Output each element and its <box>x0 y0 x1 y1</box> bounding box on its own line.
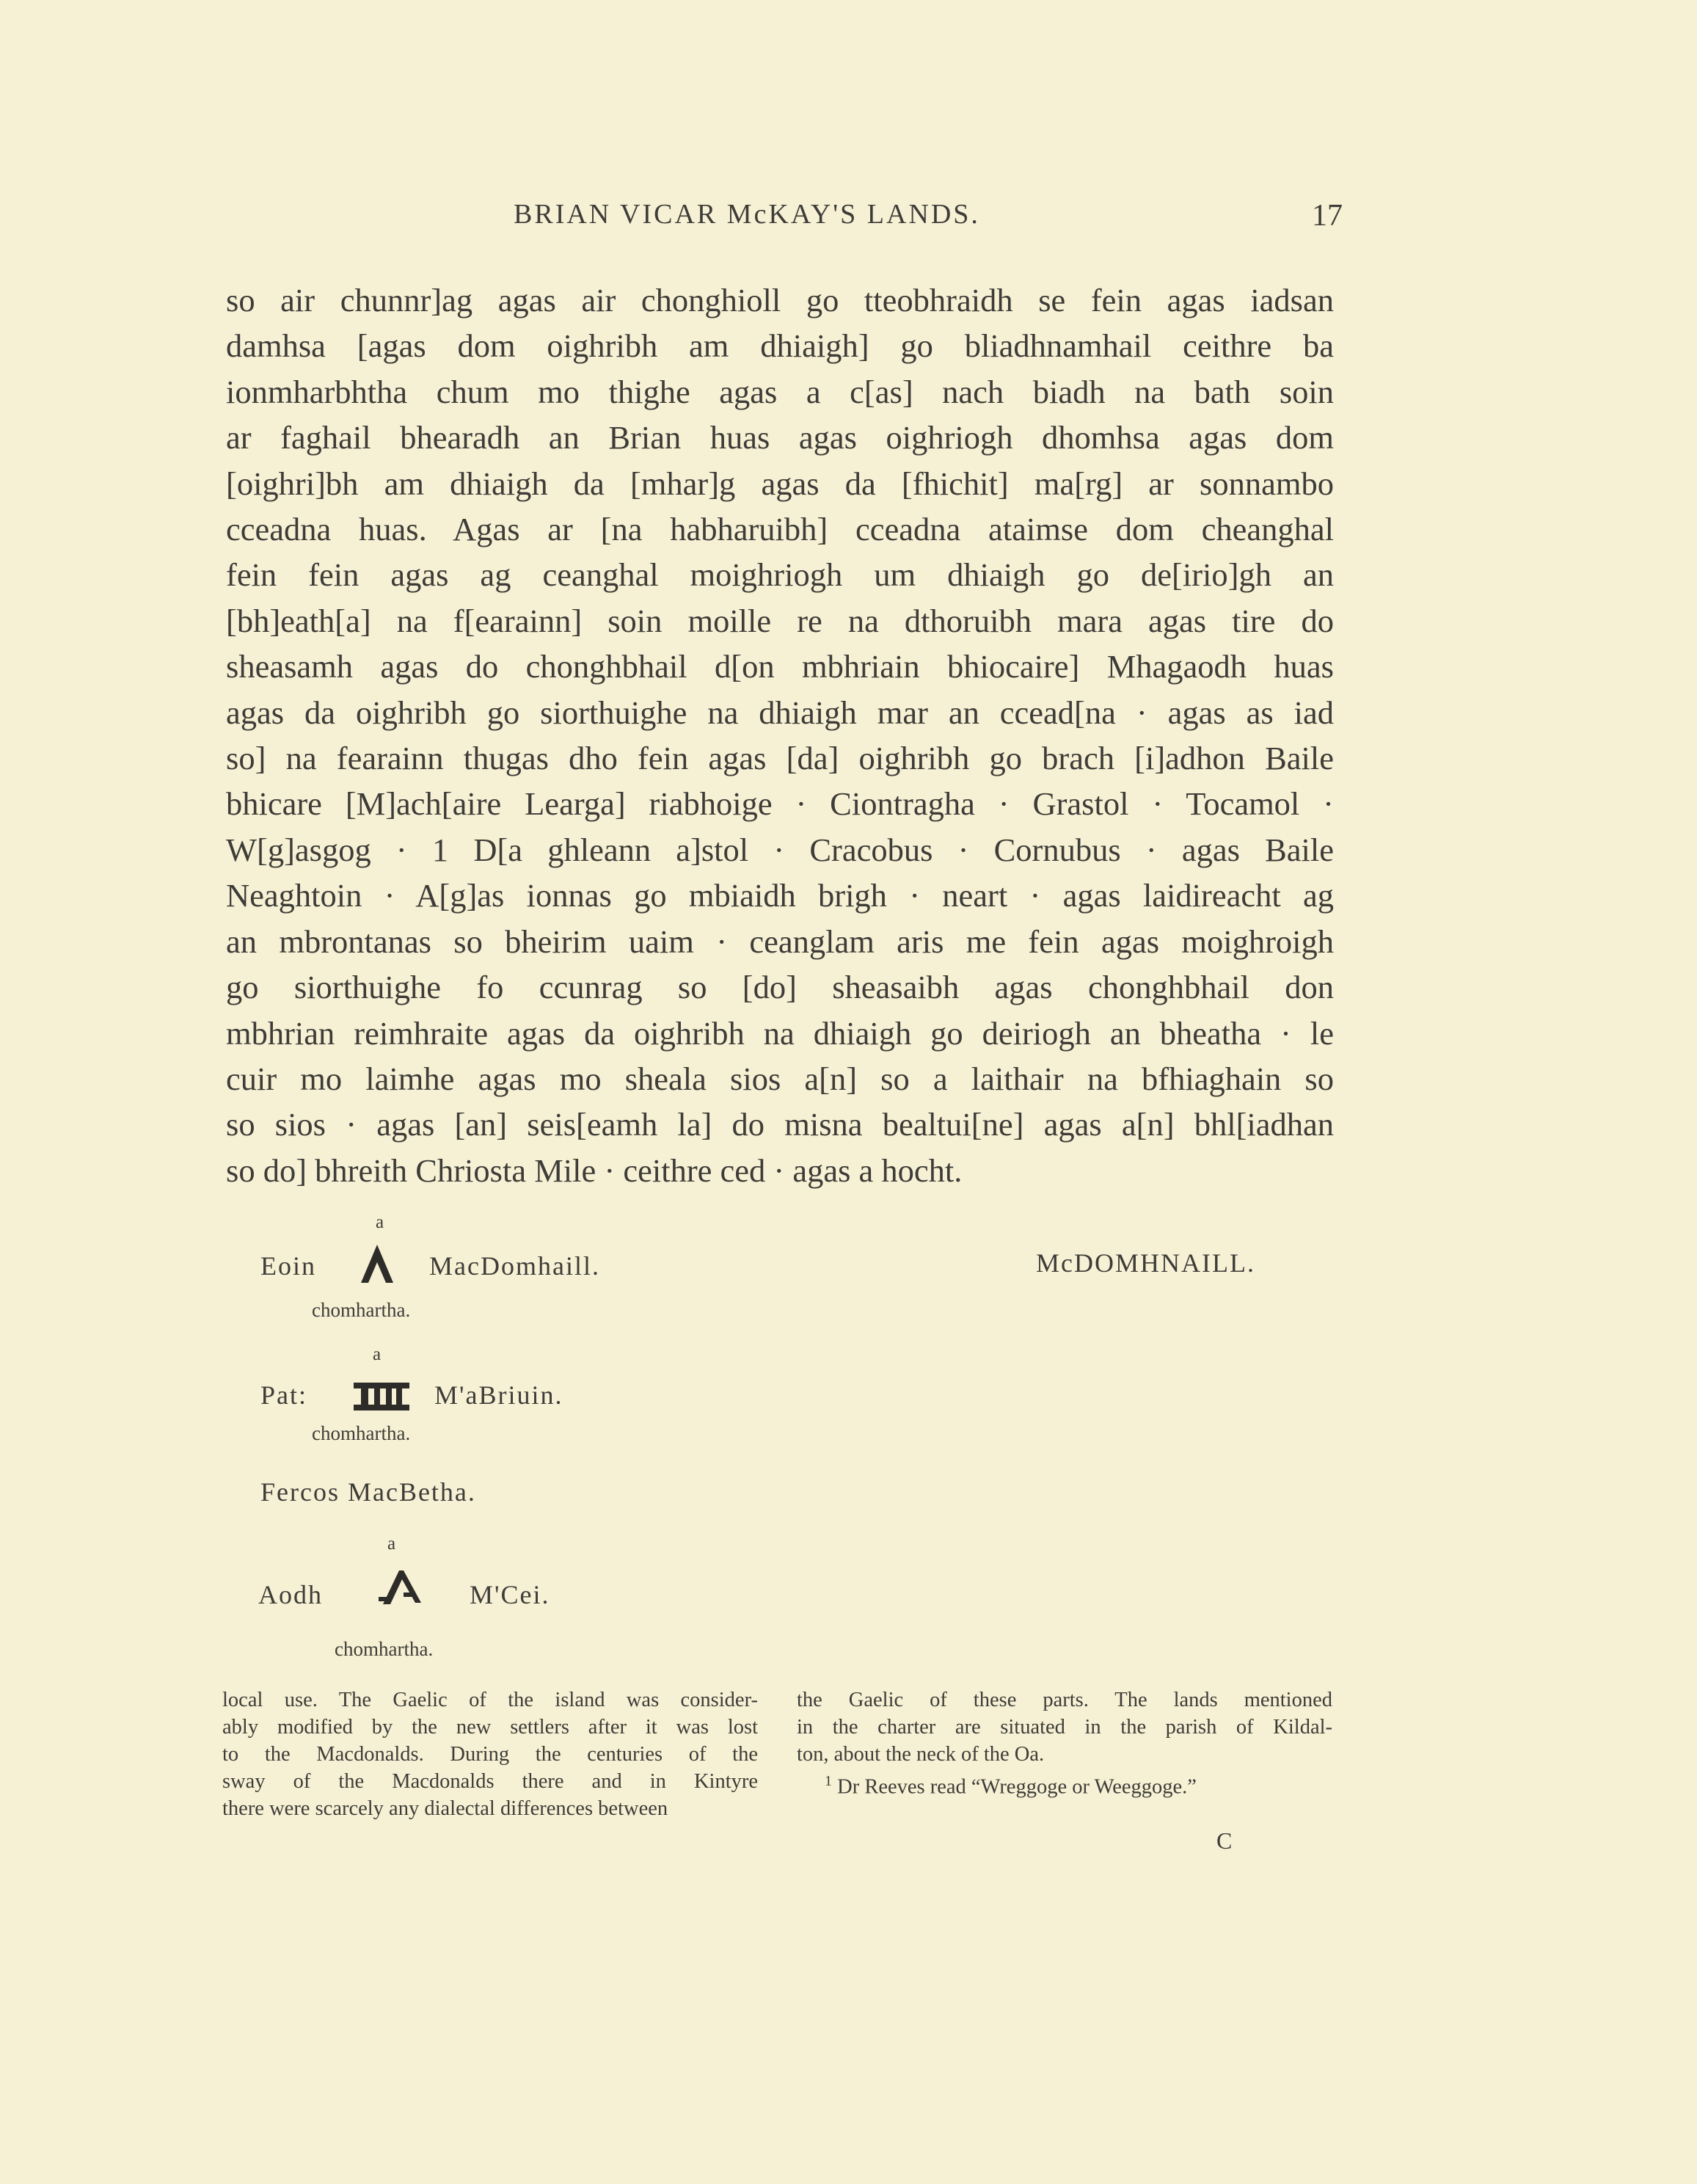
text-line: so air chunnr]ag agas air chonghioll go tteobhraidh se fein agas iadsan <box>226 282 1334 318</box>
text-line: so do] bhreith Chriosta Mile · ceithre ced · agas a hocht. <box>226 1151 963 1189</box>
eoin-mark-icon <box>355 1240 399 1286</box>
aodh-surname: M'Cei. <box>470 1580 550 1609</box>
text-line: ar faghail bhearadh an Brian huas agas oighriogh dhomhsa agas dom <box>226 419 1334 456</box>
text-line: [bh]eath[a] na f[earainn] soin moille re na dthoruibh mara agas tire do <box>226 602 1334 639</box>
text-line: go siorthuighe fo ccunrag so [do] sheasaibh agas chonghbhail don <box>226 969 1334 1006</box>
charter-text <box>226 277 1334 1193</box>
footnote-1 <box>797 1768 1332 1801</box>
footnote-marker: 1 <box>825 1773 832 1789</box>
text-line: Neaghtoin · A[g]as ionnas go mbiaidh brigh · neart · agas laidireacht ag <box>226 877 1334 914</box>
text-line: ionmharbhtha chum mo thighe agas a c[as] nach biadh na bath soin <box>226 373 1334 410</box>
footnote-line: ton, about the neck of the Oa. <box>797 1743 1045 1766</box>
running-title: BRIAN VICAR McKAY'S LANDS. <box>514 199 980 230</box>
text-line: cuir mo laimhe agas mo sheala sios a[n] so a laithair na bfhiaghain so <box>226 1060 1334 1097</box>
footnote-line: ably modified by the new settlers after it was lost <box>222 1716 758 1739</box>
footnote-line: the Gaelic of these parts. The lands mentioned <box>797 1689 1332 1711</box>
footnote-line: to the Macdonalds. During the centuries of the <box>222 1743 758 1766</box>
eoin-his-label: a <box>376 1212 384 1232</box>
aodh-first-name: Aodh <box>258 1580 323 1609</box>
aodh-mark-icon <box>377 1566 431 1610</box>
footnote-line: local use. The Gaelic of the island was consider- <box>222 1689 758 1711</box>
page-number: 17 <box>1312 199 1343 233</box>
text-line: bhicare [M]ach[aire Learga] riabhoige · Ciontragha · Grastol · Tocamol · <box>226 785 1334 823</box>
text-line: [oighri]bh am dhiaigh da [mhar]g agas da [fhichit] ma[rg] ar sonnambo <box>226 465 1334 502</box>
aodh-his-label: a <box>387 1534 396 1554</box>
pat-his-label: a <box>373 1344 382 1364</box>
eoin-first-name: Eoin <box>260 1251 316 1281</box>
footnote-line: there were scarcely any dialectal differences between <box>222 1797 668 1820</box>
text-line: cceadna huas. Agas ar [na habharuibh] cceadna ataimse dom cheanghal <box>226 511 1334 548</box>
fercos-name: Fercos MacBetha. <box>260 1477 476 1507</box>
signature-mark: C <box>1216 1827 1233 1854</box>
pat-mark-caption: chomhartha. <box>312 1422 411 1444</box>
text-line: so sios · agas [an] seis[eamh la] do misna bealtui[ne] agas a[n] bhl[iadhan <box>226 1106 1334 1143</box>
footnote-line: sway of the Macdonalds there and in Kintyre <box>222 1770 758 1793</box>
footnote-left-column <box>222 1686 758 1822</box>
pat-mark-icon <box>351 1380 412 1413</box>
text-line: sheasamh agas do chonghbhail d[on mbhriain bhiocaire] Mhagaodh huas <box>226 648 1334 685</box>
eoin-mark-caption: chomhartha. <box>312 1299 411 1321</box>
text-line: an mbrontanas so bheirim uaim · ceanglam aris me fein agas moighroigh <box>226 922 1334 960</box>
footnote-right-column <box>797 1686 1332 1801</box>
text-line: damhsa [agas dom oighribh am dhiaigh] go bliadhnamhail ceithre ba <box>226 327 1334 365</box>
text-line: agas da oighribh go siorthuighe na dhiaigh mar an ccead[na · agas as iad <box>226 694 1334 731</box>
aodh-mark-caption: chomhartha. <box>335 1638 434 1660</box>
pat-surname: M'aBriuin. <box>434 1380 563 1410</box>
pat-first-name: Pat: <box>260 1380 308 1410</box>
eoin-surname: MacDomhaill. <box>429 1251 600 1281</box>
text-line: mbhrian reimhraite agas da oighribh na dhiaigh go deiriogh an bheatha · le <box>226 1014 1334 1052</box>
text-line: fein fein agas ag ceanghal moighriogh um dhiaigh go de[irio]gh an <box>226 556 1334 594</box>
footnote-line: in the charter are situated in the parish of Kildal- <box>797 1716 1332 1739</box>
seal-name: McDOMHNAILL. <box>1036 1248 1255 1278</box>
footnote-1-text: Dr Reeves read “Wreggoge or Weeggoge.” <box>837 1775 1197 1799</box>
text-line: so] na fearainn thugas dho fein agas [da] oighribh go brach [i]adhon Baile <box>226 740 1334 777</box>
text-line: W[g]asgog · 1 D[a ghleann a]stol · Cracobus · Cornubus · agas Baile <box>226 831 1334 868</box>
